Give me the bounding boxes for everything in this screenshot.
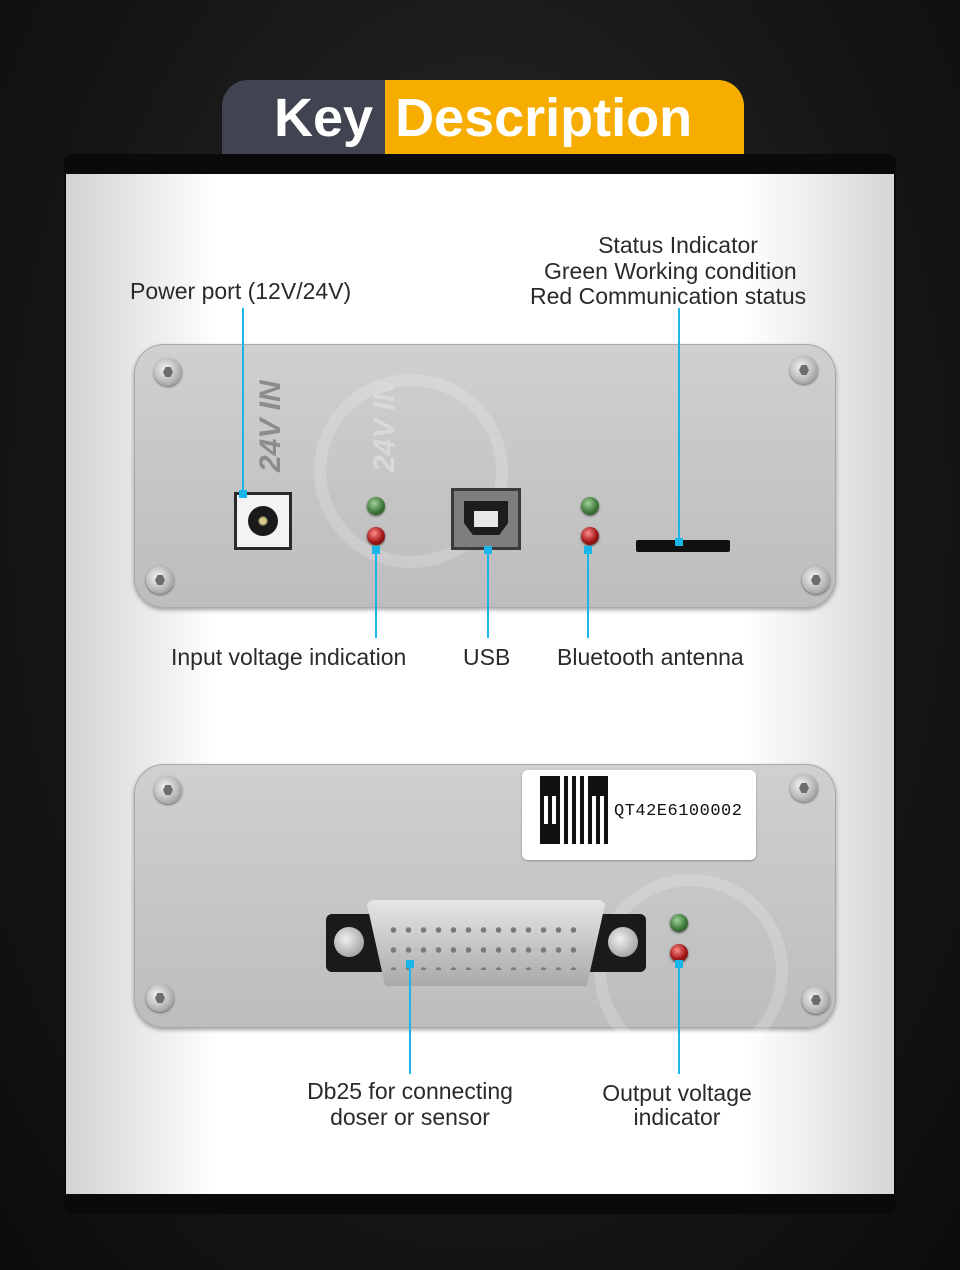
label-bluetooth: Bluetooth antenna xyxy=(557,644,744,670)
serial-sticker xyxy=(522,770,756,860)
label-status-title: Status Indicator xyxy=(598,232,758,258)
label-db25-line2: doser or sensor xyxy=(330,1104,490,1130)
usb-port xyxy=(451,488,521,550)
callout-line-usb xyxy=(487,548,489,638)
card-slot xyxy=(636,540,730,552)
title-key: Key xyxy=(222,80,385,156)
callout-dot-status xyxy=(675,538,683,546)
dc-jack-icon xyxy=(248,506,278,536)
top-device-panel xyxy=(134,344,836,608)
input-voltage-led-green xyxy=(367,497,385,515)
callout-line-bluetooth xyxy=(587,548,589,638)
screw-icon xyxy=(790,774,818,802)
callout-line-power xyxy=(242,308,244,494)
screw-icon xyxy=(802,986,830,1014)
callout-dot-output-voltage xyxy=(675,960,683,968)
db25-connector xyxy=(326,914,646,972)
screw-icon xyxy=(146,566,174,594)
callout-line-output-voltage xyxy=(678,962,680,1074)
callout-dot-usb xyxy=(484,546,492,554)
screw-icon xyxy=(154,358,182,386)
callout-dot-bluetooth xyxy=(584,546,592,554)
screw-icon xyxy=(146,984,174,1012)
qr-code-icon xyxy=(540,776,608,844)
bottom-device-panel xyxy=(134,764,836,1028)
status-led-green xyxy=(581,497,599,515)
label-output-line1: Output voltage xyxy=(602,1080,752,1106)
power-port xyxy=(234,492,292,550)
callout-dot-db25 xyxy=(406,960,414,968)
hex-nut-icon xyxy=(334,927,364,957)
hex-nut-icon xyxy=(608,927,638,957)
output-voltage-led-green xyxy=(670,914,688,932)
screw-icon xyxy=(790,356,818,384)
callout-dot-power xyxy=(239,490,247,498)
usb-tongue xyxy=(474,511,498,527)
label-usb: USB xyxy=(463,644,511,670)
silkscreen-label-faint: 24V IN xyxy=(368,380,401,472)
title-description: Description xyxy=(385,80,744,156)
page-title xyxy=(222,80,744,156)
db25-pins xyxy=(386,916,586,970)
callout-line-db25 xyxy=(409,962,411,1074)
screw-icon xyxy=(154,776,182,804)
label-db25-line1: Db25 for connecting xyxy=(307,1078,513,1104)
status-led-red xyxy=(581,527,599,545)
label-status-red: Red Communication status xyxy=(530,283,807,309)
callout-dot-input-voltage xyxy=(372,546,380,554)
label-status-green: Green Working condition xyxy=(544,258,797,284)
label-output-line2: indicator xyxy=(633,1104,721,1130)
label-input-voltage: Input voltage indication xyxy=(171,644,407,670)
callout-line-input-voltage xyxy=(375,548,377,638)
input-voltage-led-red xyxy=(367,527,385,545)
label-power-port: Power port (12V/24V) xyxy=(130,278,352,304)
silkscreen-label: 24V IN xyxy=(254,380,287,472)
screw-icon xyxy=(802,566,830,594)
callout-line-status xyxy=(678,308,680,544)
serial-number: QT42E6100002 xyxy=(614,802,743,821)
content-panel xyxy=(66,174,894,1194)
